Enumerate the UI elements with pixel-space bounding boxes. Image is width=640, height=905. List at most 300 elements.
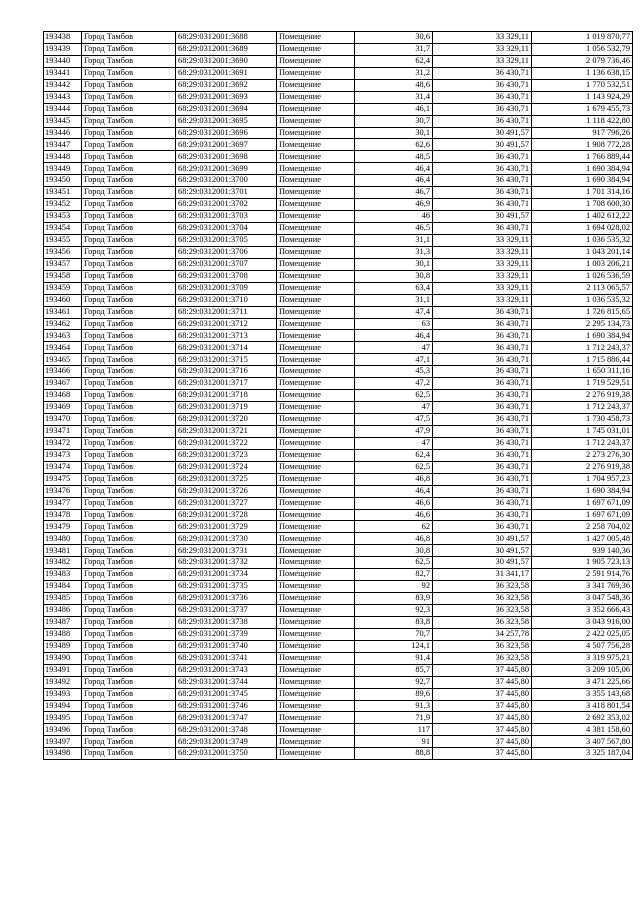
cadastral-number-cell: 68:29:0312001:3741 <box>176 652 277 664</box>
table-row <box>44 509 633 521</box>
unit-value-cell: 36 430,71 <box>433 187 532 199</box>
area-cell: 30,8 <box>355 545 433 557</box>
record-id-cell: 193477 <box>44 497 82 509</box>
object-type-cell: Помещение <box>277 32 355 44</box>
cadastral-value-cell: 1 745 031,01 <box>532 425 633 437</box>
area-cell: 47 <box>355 402 433 414</box>
unit-value-cell: 36 430,71 <box>433 521 532 533</box>
unit-value-cell: 36 430,71 <box>433 461 532 473</box>
unit-value-cell: 36 430,71 <box>433 115 532 127</box>
table-row <box>44 605 633 617</box>
cadastral-value-cell: 3 471 225,66 <box>532 676 633 688</box>
cadastral-number-cell: 68:29:0312001:3734 <box>176 569 277 581</box>
cadastral-value-cell: 4 507 756,28 <box>532 640 633 652</box>
cadastral-number-cell: 68:29:0312001:3725 <box>176 473 277 485</box>
area-cell: 47,1 <box>355 354 433 366</box>
object-type-cell: Помещение <box>277 282 355 294</box>
unit-value-cell: 36 430,71 <box>433 103 532 115</box>
area-cell: 62 <box>355 521 433 533</box>
unit-value-cell: 33 329,11 <box>433 246 532 258</box>
cadastral-number-cell: 68:29:0312001:3735 <box>176 581 277 593</box>
area-cell: 31,7 <box>355 43 433 55</box>
cadastral-value-cell: 2 591 914,76 <box>532 569 633 581</box>
record-id-cell: 193472 <box>44 437 82 449</box>
object-type-cell: Помещение <box>277 139 355 151</box>
record-id-cell: 193439 <box>44 43 82 55</box>
object-type-cell: Помещение <box>277 115 355 127</box>
table-row <box>44 724 633 736</box>
cadastral-value-cell: 1 402 612,22 <box>532 211 633 223</box>
unit-value-cell: 36 430,71 <box>433 67 532 79</box>
record-id-cell: 193448 <box>44 151 82 163</box>
object-type-cell: Помещение <box>277 270 355 282</box>
record-id-cell: 193482 <box>44 557 82 569</box>
cadastral-value-cell: 1 770 532,51 <box>532 79 633 91</box>
cadastral-number-cell: 68:29:0312001:3731 <box>176 545 277 557</box>
cadastral-value-cell: 2 113 065,57 <box>532 282 633 294</box>
unit-value-cell: 36 430,71 <box>433 437 532 449</box>
table-row <box>44 425 633 437</box>
table-row <box>44 32 633 44</box>
cadastral-number-cell: 68:29:0312001:3727 <box>176 497 277 509</box>
cadastral-value-cell: 1 715 886,44 <box>532 354 633 366</box>
record-id-cell: 193440 <box>44 55 82 67</box>
locality-cell: Город Тамбов <box>82 748 176 760</box>
object-type-cell: Помещение <box>277 223 355 235</box>
cadastral-value-cell: 1 690 384,94 <box>532 485 633 497</box>
unit-value-cell: 36 430,71 <box>433 390 532 402</box>
record-id-cell: 193442 <box>44 79 82 91</box>
record-id-cell: 193475 <box>44 473 82 485</box>
table-row <box>44 330 633 342</box>
locality-cell: Город Тамбов <box>82 55 176 67</box>
cadastral-number-cell: 68:29:0312001:3729 <box>176 521 277 533</box>
area-cell: 46 <box>355 211 433 223</box>
area-cell: 46,4 <box>355 330 433 342</box>
object-type-cell: Помещение <box>277 390 355 402</box>
object-type-cell: Помещение <box>277 593 355 605</box>
record-id-cell: 193457 <box>44 258 82 270</box>
object-type-cell: Помещение <box>277 55 355 67</box>
cadastral-value-cell: 3 355 143,68 <box>532 688 633 700</box>
locality-cell: Город Тамбов <box>82 652 176 664</box>
locality-cell: Город Тамбов <box>82 67 176 79</box>
locality-cell: Город Тамбов <box>82 712 176 724</box>
area-cell: 47,4 <box>355 306 433 318</box>
object-type-cell: Помещение <box>277 521 355 533</box>
locality-cell: Город Тамбов <box>82 330 176 342</box>
object-type-cell: Помещение <box>277 163 355 175</box>
cadastral-number-cell: 68:29:0312001:3744 <box>176 676 277 688</box>
locality-cell: Город Тамбов <box>82 414 176 426</box>
cadastral-value-cell: 3 047 548,36 <box>532 593 633 605</box>
cadastral-number-cell: 68:29:0312001:3749 <box>176 736 277 748</box>
unit-value-cell: 36 430,71 <box>433 366 532 378</box>
area-cell: 30,8 <box>355 270 433 282</box>
table-body <box>44 32 633 760</box>
table-row <box>44 593 633 605</box>
table-row <box>44 306 633 318</box>
area-cell: 70,7 <box>355 628 433 640</box>
cadastral-number-cell: 68:29:0312001:3720 <box>176 414 277 426</box>
record-id-cell: 193444 <box>44 103 82 115</box>
unit-value-cell: 36 430,71 <box>433 414 532 426</box>
object-type-cell: Помещение <box>277 79 355 91</box>
unit-value-cell: 36 430,71 <box>433 163 532 175</box>
locality-cell: Город Тамбов <box>82 569 176 581</box>
table-row <box>44 581 633 593</box>
record-id-cell: 193445 <box>44 115 82 127</box>
object-type-cell: Помещение <box>277 67 355 79</box>
unit-value-cell: 36 430,71 <box>433 223 532 235</box>
area-cell: 85,7 <box>355 664 433 676</box>
area-cell: 30,7 <box>355 115 433 127</box>
cadastral-number-cell: 68:29:0312001:3737 <box>176 605 277 617</box>
unit-value-cell: 36 323,58 <box>433 652 532 664</box>
object-type-cell: Помещение <box>277 378 355 390</box>
object-type-cell: Помещение <box>277 676 355 688</box>
area-cell: 62,5 <box>355 557 433 569</box>
object-type-cell: Помещение <box>277 748 355 760</box>
cadastral-number-cell: 68:29:0312001:3700 <box>176 175 277 187</box>
unit-value-cell: 33 329,11 <box>433 32 532 44</box>
cadastral-number-cell: 68:29:0312001:3704 <box>176 223 277 235</box>
record-id-cell: 193486 <box>44 605 82 617</box>
record-id-cell: 193450 <box>44 175 82 187</box>
area-cell: 47,9 <box>355 425 433 437</box>
area-cell: 63 <box>355 318 433 330</box>
cadastral-number-cell: 68:29:0312001:3723 <box>176 449 277 461</box>
locality-cell: Город Тамбов <box>82 91 176 103</box>
record-id-cell: 193469 <box>44 402 82 414</box>
cadastral-number-cell: 68:29:0312001:3743 <box>176 664 277 676</box>
cadastral-value-cell: 1 908 772,28 <box>532 139 633 151</box>
record-id-cell: 193480 <box>44 533 82 545</box>
object-type-cell: Помещение <box>277 437 355 449</box>
locality-cell: Город Тамбов <box>82 437 176 449</box>
locality-cell: Город Тамбов <box>82 43 176 55</box>
locality-cell: Город Тамбов <box>82 533 176 545</box>
table-row <box>44 521 633 533</box>
area-cell: 31,1 <box>355 294 433 306</box>
record-id-cell: 193464 <box>44 342 82 354</box>
record-id-cell: 193491 <box>44 664 82 676</box>
unit-value-cell: 36 430,71 <box>433 199 532 211</box>
table-row <box>44 282 633 294</box>
locality-cell: Город Тамбов <box>82 676 176 688</box>
locality-cell: Город Тамбов <box>82 497 176 509</box>
cadastral-number-cell: 68:29:0312001:3705 <box>176 234 277 246</box>
cadastral-value-cell: 2 273 276,30 <box>532 449 633 461</box>
unit-value-cell: 36 430,71 <box>433 402 532 414</box>
record-id-cell: 193463 <box>44 330 82 342</box>
cadastral-value-cell: 1 036 535,32 <box>532 234 633 246</box>
locality-cell: Город Тамбов <box>82 736 176 748</box>
record-id-cell: 193470 <box>44 414 82 426</box>
area-cell: 117 <box>355 724 433 736</box>
cadastral-number-cell: 68:29:0312001:3724 <box>176 461 277 473</box>
record-id-cell: 193478 <box>44 509 82 521</box>
locality-cell: Город Тамбов <box>82 306 176 318</box>
cadastral-number-cell: 68:29:0312001:3692 <box>176 79 277 91</box>
unit-value-cell: 33 329,11 <box>433 234 532 246</box>
cadastral-number-cell: 68:29:0312001:3695 <box>176 115 277 127</box>
table-row <box>44 736 633 748</box>
object-type-cell: Помещение <box>277 103 355 115</box>
object-type-cell: Помещение <box>277 425 355 437</box>
record-id-cell: 193487 <box>44 616 82 628</box>
object-type-cell: Помещение <box>277 294 355 306</box>
locality-cell: Город Тамбов <box>82 461 176 473</box>
record-id-cell: 193467 <box>44 378 82 390</box>
cadastral-number-cell: 68:29:0312001:3714 <box>176 342 277 354</box>
area-cell: 46,8 <box>355 533 433 545</box>
cadastral-number-cell: 68:29:0312001:3716 <box>176 366 277 378</box>
table-row <box>44 151 633 163</box>
cadastral-number-cell: 68:29:0312001:3691 <box>176 67 277 79</box>
object-type-cell: Помещение <box>277 366 355 378</box>
cadastral-number-cell: 68:29:0312001:3745 <box>176 688 277 700</box>
record-id-cell: 193455 <box>44 234 82 246</box>
area-cell: 92 <box>355 581 433 593</box>
cadastral-value-cell: 3 352 666,43 <box>532 605 633 617</box>
cadastral-number-cell: 68:29:0312001:3721 <box>176 425 277 437</box>
object-type-cell: Помещение <box>277 533 355 545</box>
unit-value-cell: 36 323,58 <box>433 640 532 652</box>
cadastral-value-cell: 2 258 704,02 <box>532 521 633 533</box>
cadastral-number-cell: 68:29:0312001:3696 <box>176 127 277 139</box>
object-type-cell: Помещение <box>277 306 355 318</box>
locality-cell: Город Тамбов <box>82 294 176 306</box>
record-id-cell: 193495 <box>44 712 82 724</box>
cadastral-number-cell: 68:29:0312001:3697 <box>176 139 277 151</box>
object-type-cell: Помещение <box>277 712 355 724</box>
cadastral-number-cell: 68:29:0312001:3699 <box>176 163 277 175</box>
record-id-cell: 193490 <box>44 652 82 664</box>
cadastral-number-cell: 68:29:0312001:3701 <box>176 187 277 199</box>
locality-cell: Город Тамбов <box>82 616 176 628</box>
area-cell: 124,1 <box>355 640 433 652</box>
cadastral-value-cell: 1 905 723,13 <box>532 557 633 569</box>
cadastral-value-cell: 917 796,26 <box>532 127 633 139</box>
unit-value-cell: 31 341,17 <box>433 569 532 581</box>
unit-value-cell: 36 323,58 <box>433 616 532 628</box>
area-cell: 30,1 <box>355 127 433 139</box>
object-type-cell: Помещение <box>277 234 355 246</box>
locality-cell: Город Тамбов <box>82 115 176 127</box>
object-type-cell: Помещение <box>277 581 355 593</box>
table-row <box>44 163 633 175</box>
area-cell: 71,9 <box>355 712 433 724</box>
unit-value-cell: 36 430,71 <box>433 175 532 187</box>
locality-cell: Город Тамбов <box>82 187 176 199</box>
table-row <box>44 366 633 378</box>
cadastral-number-cell: 68:29:0312001:3703 <box>176 211 277 223</box>
object-type-cell: Помещение <box>277 557 355 569</box>
cadastral-value-cell: 2 276 919,38 <box>532 461 633 473</box>
table-row <box>44 127 633 139</box>
record-id-cell: 193466 <box>44 366 82 378</box>
unit-value-cell: 33 329,11 <box>433 270 532 282</box>
record-id-cell: 193485 <box>44 593 82 605</box>
unit-value-cell: 30 491,57 <box>433 557 532 569</box>
record-id-cell: 193458 <box>44 270 82 282</box>
cadastral-number-cell: 68:29:0312001:3706 <box>176 246 277 258</box>
locality-cell: Город Тамбов <box>82 640 176 652</box>
unit-value-cell: 30 491,57 <box>433 545 532 557</box>
object-type-cell: Помещение <box>277 246 355 258</box>
cadastral-value-cell: 3 209 105,06 <box>532 664 633 676</box>
cadastral-number-cell: 68:29:0312001:3718 <box>176 390 277 402</box>
object-type-cell: Помещение <box>277 318 355 330</box>
record-id-cell: 193451 <box>44 187 82 199</box>
unit-value-cell: 33 329,11 <box>433 55 532 67</box>
locality-cell: Город Тамбов <box>82 724 176 736</box>
locality-cell: Город Тамбов <box>82 366 176 378</box>
locality-cell: Город Тамбов <box>82 390 176 402</box>
area-cell: 82,7 <box>355 569 433 581</box>
cadastral-value-cell: 1 697 671,09 <box>532 509 633 521</box>
locality-cell: Город Тамбов <box>82 664 176 676</box>
record-id-cell: 193452 <box>44 199 82 211</box>
cadastral-number-cell: 68:29:0312001:3747 <box>176 712 277 724</box>
table-row <box>44 103 633 115</box>
table-row <box>44 55 633 67</box>
table-row <box>44 318 633 330</box>
unit-value-cell: 36 430,71 <box>433 318 532 330</box>
cadastral-value-cell: 1 726 815,65 <box>532 306 633 318</box>
area-cell: 47 <box>355 437 433 449</box>
table-row <box>44 449 633 461</box>
record-id-cell: 193443 <box>44 91 82 103</box>
unit-value-cell: 36 430,71 <box>433 509 532 521</box>
table-row <box>44 43 633 55</box>
record-id-cell: 193481 <box>44 545 82 557</box>
cadastral-number-cell: 68:29:0312001:3738 <box>176 616 277 628</box>
table-row <box>44 175 633 187</box>
cadastral-value-cell: 1 712 243,37 <box>532 437 633 449</box>
object-type-cell: Помещение <box>277 402 355 414</box>
cadastral-value-cell: 1 719 529,51 <box>532 378 633 390</box>
area-cell: 46,4 <box>355 485 433 497</box>
table-row <box>44 294 633 306</box>
record-id-cell: 193484 <box>44 581 82 593</box>
unit-value-cell: 36 430,71 <box>433 79 532 91</box>
unit-value-cell: 37 445,80 <box>433 664 532 676</box>
unit-value-cell: 37 445,80 <box>433 712 532 724</box>
area-cell: 62,5 <box>355 390 433 402</box>
unit-value-cell: 36 323,58 <box>433 593 532 605</box>
table-row <box>44 676 633 688</box>
cadastral-value-cell: 1 712 243,37 <box>532 402 633 414</box>
cadastral-value-cell: 1 712 243,37 <box>532 342 633 354</box>
locality-cell: Город Тамбов <box>82 473 176 485</box>
table-row <box>44 211 633 223</box>
cadastral-value-cell: 1 019 870,77 <box>532 32 633 44</box>
object-type-cell: Помещение <box>277 258 355 270</box>
record-id-cell: 193449 <box>44 163 82 175</box>
unit-value-cell: 37 445,80 <box>433 748 532 760</box>
record-id-cell: 193483 <box>44 569 82 581</box>
locality-cell: Город Тамбов <box>82 199 176 211</box>
table-row <box>44 652 633 664</box>
cadastral-value-cell: 3 043 916,00 <box>532 616 633 628</box>
area-cell: 91,3 <box>355 700 433 712</box>
area-cell: 30,6 <box>355 32 433 44</box>
area-cell: 48,6 <box>355 79 433 91</box>
locality-cell: Город Тамбов <box>82 234 176 246</box>
unit-value-cell: 36 430,71 <box>433 354 532 366</box>
record-id-cell: 193479 <box>44 521 82 533</box>
object-type-cell: Помещение <box>277 688 355 700</box>
record-id-cell: 193453 <box>44 211 82 223</box>
object-type-cell: Помещение <box>277 509 355 521</box>
cadastral-number-cell: 68:29:0312001:3750 <box>176 748 277 760</box>
cadastral-number-cell: 68:29:0312001:3709 <box>176 282 277 294</box>
cadastral-number-cell: 68:29:0312001:3728 <box>176 509 277 521</box>
record-id-cell: 193441 <box>44 67 82 79</box>
unit-value-cell: 33 329,11 <box>433 282 532 294</box>
object-type-cell: Помещение <box>277 199 355 211</box>
object-type-cell: Помещение <box>277 569 355 581</box>
record-id-cell: 193474 <box>44 461 82 473</box>
area-cell: 83,9 <box>355 593 433 605</box>
unit-value-cell: 33 329,11 <box>433 43 532 55</box>
unit-value-cell: 36 430,71 <box>433 449 532 461</box>
object-type-cell: Помещение <box>277 342 355 354</box>
table-row <box>44 569 633 581</box>
unit-value-cell: 36 430,71 <box>433 485 532 497</box>
locality-cell: Город Тамбов <box>82 378 176 390</box>
area-cell: 31,2 <box>355 67 433 79</box>
cadastral-value-cell: 3 325 187,04 <box>532 748 633 760</box>
unit-value-cell: 36 430,71 <box>433 330 532 342</box>
cadastral-value-cell: 1 427 005,48 <box>532 533 633 545</box>
cadastral-value-cell: 1 056 532,79 <box>532 43 633 55</box>
cadastral-value-cell: 1 036 535,32 <box>532 294 633 306</box>
area-cell: 46,8 <box>355 473 433 485</box>
cadastral-value-cell: 1 708 600,30 <box>532 199 633 211</box>
table-row <box>44 115 633 127</box>
unit-value-cell: 37 445,80 <box>433 724 532 736</box>
table-row <box>44 437 633 449</box>
unit-value-cell: 36 430,71 <box>433 306 532 318</box>
cadastral-number-cell: 68:29:0312001:3712 <box>176 318 277 330</box>
unit-value-cell: 30 491,57 <box>433 211 532 223</box>
cadastral-number-cell: 68:29:0312001:3693 <box>176 91 277 103</box>
cadastral-value-table <box>43 31 633 760</box>
table-row <box>44 223 633 235</box>
cadastral-number-cell: 68:29:0312001:3717 <box>176 378 277 390</box>
area-cell: 47,2 <box>355 378 433 390</box>
locality-cell: Город Тамбов <box>82 628 176 640</box>
unit-value-cell: 36 430,71 <box>433 91 532 103</box>
record-id-cell: 193454 <box>44 223 82 235</box>
unit-value-cell: 36 430,71 <box>433 151 532 163</box>
locality-cell: Город Тамбов <box>82 402 176 414</box>
object-type-cell: Помещение <box>277 43 355 55</box>
unit-value-cell: 33 329,11 <box>433 258 532 270</box>
unit-value-cell: 36 430,71 <box>433 342 532 354</box>
object-type-cell: Помещение <box>277 187 355 199</box>
cadastral-value-cell: 1 136 638,15 <box>532 67 633 79</box>
object-type-cell: Помещение <box>277 616 355 628</box>
locality-cell: Город Тамбов <box>82 449 176 461</box>
record-id-cell: 193488 <box>44 628 82 640</box>
object-type-cell: Помещение <box>277 449 355 461</box>
area-cell: 92,3 <box>355 605 433 617</box>
cadastral-value-cell: 1 694 028,02 <box>532 223 633 235</box>
